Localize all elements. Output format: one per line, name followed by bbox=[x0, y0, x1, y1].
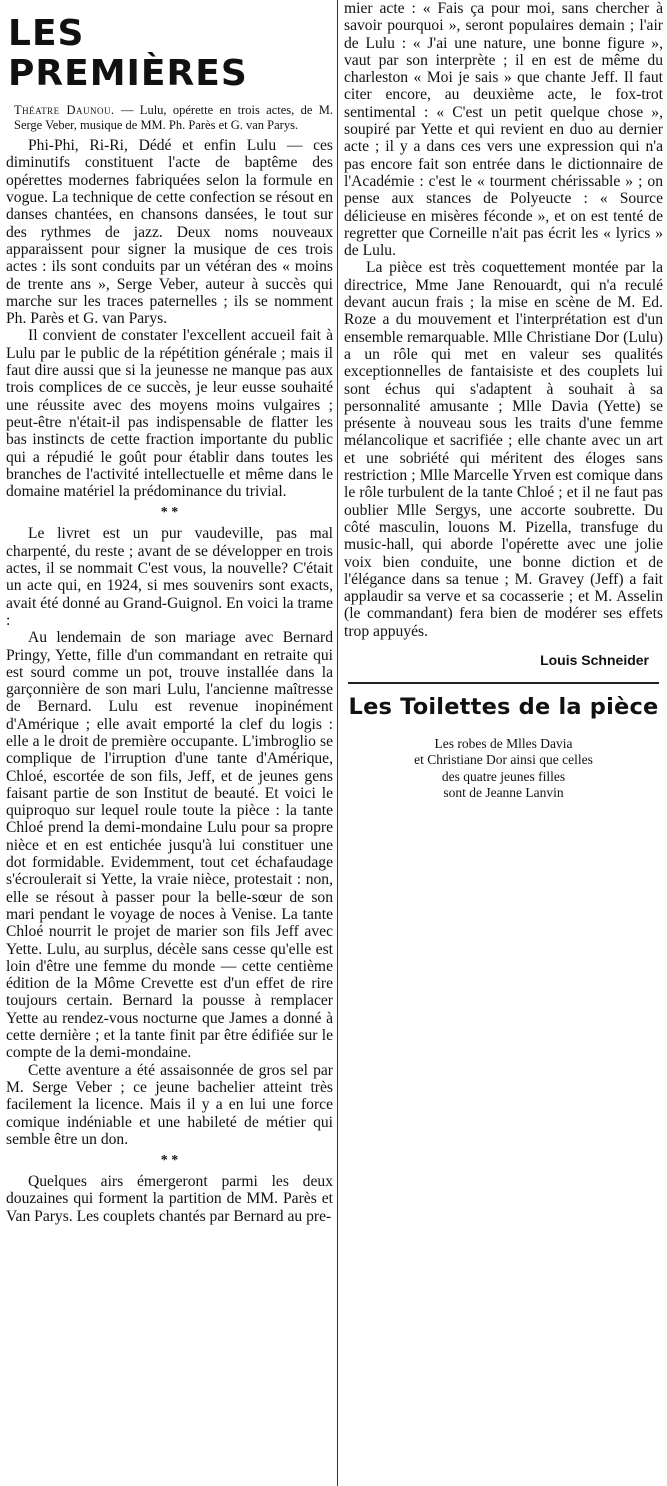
theatre-credit bbox=[14, 103, 333, 133]
paragraph: Cette aventure a été assaisonnée de gros sel par M. Serge Veber ; ce jeune bachelier atteint très facilement la licence. Mais il y a en lui une force comique indéniable et une habileté de métier qui semble être un don. bbox=[6, 1061, 333, 1148]
paragraph: Le livret est un pur vaudeville, pas mal charpenté, du reste ; avant de se développer en trois actes, il se nommait C'est vous, la nouvelle? C'était un acte qui, en 1924, si mes souvenirs sont exacts, avait été donné au Grand-Guignol. En voici la trame : bbox=[6, 525, 333, 629]
section-stars: * * bbox=[160, 1153, 179, 1169]
paragraph: mier acte : « Fais ça pour moi, sans chercher à savoir pourquoi », seront populaires demain ; l'air de Lulu : « J'ai une nature, une bonne figure », vaut par son interprète ; il en est de même du charleston « Moi je sais » que chante Jeff. Il faut citer encore, au deuxième acte, le fox-trot sentimental : « C'est un petit quelque chose », soupiré par Yette et qui revient en duo au dernier acte ; il y a dans ces vers une expression qui n'a pas encore fait son entrée dans le dictionnaire de l'Académie : c'est le « tourment chérissable » ; on pense aux stances de Polyeucte : « Source délicieuse en misères féconde », et on est tenté de regretter que Corneille n'ait pas écrit les « lyrics » de Lulu. bbox=[344, 0, 663, 260]
paragraph: Quelques airs émergeront parmi les deux douzaines qui forment la partition de MM. Parès et Van Parys. Les couplets chantés par Bernard au pre- bbox=[6, 1173, 333, 1225]
theatre-text: — Lulu, opérette en trois actes, de M. Serge Veber, musique de MM. Ph. Parès et G. van Parys. bbox=[14, 103, 333, 133]
caption-line: des quatre jeunes filles bbox=[441, 768, 566, 784]
left-column bbox=[0, 0, 337, 1225]
caption-line: sont de Jeanne Lanvin bbox=[443, 785, 564, 801]
caption bbox=[344, 736, 663, 802]
headline: LES PREMIÈRES bbox=[8, 13, 248, 94]
paragraph: Phi-Phi, Ri-Ri, Dédé et enfin Lulu — ces diminutifs constituent l'acte de baptême des opérettes modernes fabriquées selon la formule en vogue. La technique de cette confection se résout en danses chantées, en chansons dansées, le tout sur des rythmes de jazz. Deux noms nouveaux apparaissent pour signer la musique de ces trois actes : ils sont conduits par un vétéran des « moins de trente ans », Serge Veber, auteur à succès qui marche sur les traces paternelles ; ils se nomment Ph. Parès et G. van Parys. bbox=[6, 137, 333, 328]
author-signature: Louis Schneider bbox=[540, 651, 649, 668]
section-title: Les Toilettes de la pièce bbox=[348, 693, 659, 720]
section-stars: * * bbox=[160, 505, 179, 521]
caption-line: et Christiane Dor ainsi que celles bbox=[414, 752, 593, 768]
column-divider bbox=[337, 0, 338, 1486]
section-rule bbox=[348, 682, 659, 684]
paragraph: Il convient de constater l'excellent accueil fait à Lulu par le public de la répétition générale ; mais il faut dire aussi que si la jeunesse ne manque pas aux trois complices de ce succès, je leur eusse souhaité une réussite avec des moyens moins vulgaires ; peut-être n'était-il pas indispensable de flatter les bas instincts de cette fraction importante du public qui a répudié le goût pour établir dans toutes les branches de l'activité intellectuelle et même dans le domaine matériel la prédominance du trivial. bbox=[6, 327, 333, 501]
paragraph: La pièce est très coquettement montée par la directrice, Mme Jane Renouardt, qui n'a reculé devant aucun frais ; la mise en scène de M. Ed. Roze a du mouvement et l'interprétation est d'un ensemble remarquable. Mlle Christiane Dor (Lulu) a un rôle qui met en valeur ses qualités exceptionnelles de fantaisiste et des couplets lui sont échus qui s'adaptent à souhait à sa personnalité amusante ; Mlle Davia (Yette) se présente à nouveau sous les traits d'une femme mélancolique et sacrifiée ; elle chante avec un art et une sobriété qui méritent des éloges sans restriction ; Mlle Marcelle Yrven est comique dans le rôle turbulent de la tante Chloé ; et il ne faut pas oublier Mlle Sergys, une accorte soubrette. Du côté masculin, louons M. Pizella, transfuge du music-hall, qui aborde l'opérette avec une jolie voix bien conduite, une bonne diction et de l'élégance dans sa tenue ; M. Gravey (Jeff) a fait applaudir sa verve et sa cocasserie ; et M. Asselin (le commandant) fera bien de modérer ses effets trop appuyés. bbox=[344, 259, 663, 640]
paragraph: Au lendemain de son mariage avec Bernard Pringy, Yette, fille d'un commandant en retraite qui est sourd comme un pot, trouve installée dans la garçonnière de son mari Lulu, l'ancienne maîtresse de Bernard. Lulu est revenue inopinément d'Amérique ; elle avait emporté la clef du logis : elle a le droit de première occupante. L'imbroglio se complique de l'irruption d'une tante d'Amérique, Chloé, escortée de son fils, Jeff, et de jeunes gens faisant partie de son Institut de beauté. Et voici le quiproquo sur lequel roule toute la pièce : la tante Chloé prend la demi-mondaine Lulu pour sa propre nièce et en est entichée jusqu'à lui constituer une dot formidable. Evidemment, tout cet échafaudage s'écroulerait si Yette, la vraie nièce, protestait : non, elle se résout à passer pour la belle-sœur de son mari pendant le voyage de noces à Venise. La tante Chloé nourrit le projet de marier son fils Jeff avec Yette. Lulu, au surplus, décèle sans cesse qu'elle est loin d'être une femme du monde — cette centième édition de la Môme Crevette est d'un effet de rire toujours certain. Bernard la pousse à remplacer Yette au rendez-vous nocturne que James a donné à cette dernière ; et la tante finit par être édifiée sur le compte de la demi-mondaine. bbox=[6, 629, 333, 1062]
caption-line: Les robes de Mlles Davia bbox=[434, 735, 573, 751]
right-column bbox=[340, 0, 667, 802]
theatre-name: Théatre Daunou. bbox=[14, 103, 115, 118]
